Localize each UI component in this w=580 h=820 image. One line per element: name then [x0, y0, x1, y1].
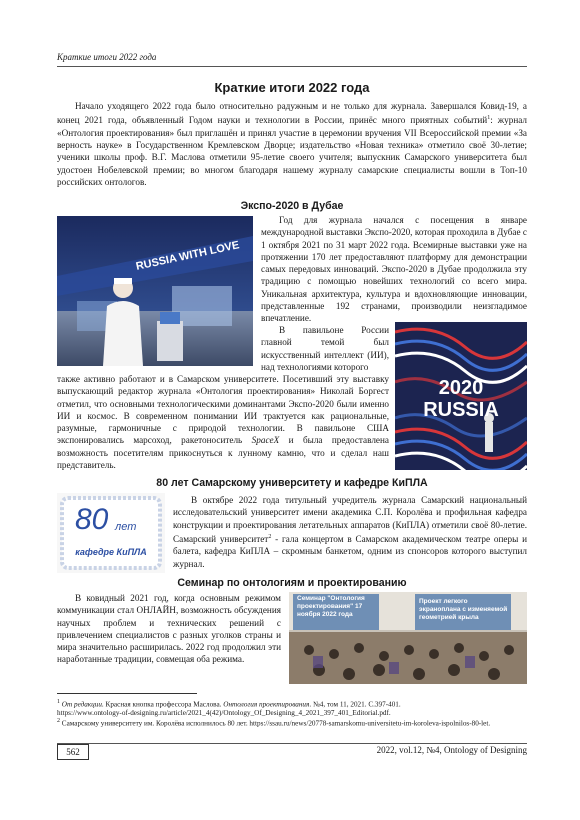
footnote-2-num: 2 [57, 718, 60, 724]
expo-heading: Экспо-2020 в Дубае [240, 200, 344, 212]
cake-caption: кафедре КиПЛА [75, 547, 147, 557]
kipla-text-b: - гала концертом в Самарском академическом театре оперы и балета, кафедра КиПЛА – скромным банкетом, одним из спонсоров которого выступил журнал. [173, 533, 527, 569]
footnote-1 [57, 698, 527, 718]
seminar-slide-right: Проект легкого экраноплана с изменяемой геометрией крыла [419, 598, 508, 621]
header-rule [57, 66, 527, 67]
footnote-ref-2: 2 [268, 533, 272, 540]
kipla-paragraph [173, 494, 527, 570]
expo-text-mid: В павильоне России главной темой был искусственный интеллект (ИИ), над технологиями которого [261, 325, 389, 372]
footnote-2-text[interactable]: Самарскому университету им. Королёва исполнилось 80 лет. https://ssau.ru/news/20778-samarskomu-universitetu-im-koroleva-ispolnilos-80-let. [61, 719, 491, 728]
seminar-slide-left: Семинар "Онтология проектирования" 17 ноября 2022 года [297, 595, 365, 618]
russia-pavilion-photo [395, 322, 527, 470]
footnote-1-journal: Онтология проектирования [223, 700, 310, 709]
expo-text-full-a: также активно работают и в Самарском университете. Посетивший эту выставку выпускающий редактор журнала «Онтология проектирования» Николай Боргест отметил, что основными технологическими доминантами Экспо-2020 были именно ИИ и космос. В современном понимании ИИ трактуется как рациональные, разумные, гармоничные с природой технологии. В павильоне США экспонировались марсоход, ракетоноситель [57, 374, 389, 446]
cake-word: лет [115, 521, 137, 533]
expo-text-end: и была предоставлена возможность посетителям прикоснуться к лунному камню, что и сделал наш представитель. [57, 435, 390, 471]
pavilion-logo-text: 2020 RUSSIA [423, 377, 499, 421]
footnote-1-text: Красная кнопка профессора Маслова. [103, 700, 224, 709]
footnote-2 [57, 717, 527, 728]
seminar-heading: Семинар по онтологиям и проектированию [177, 577, 407, 589]
expo-pavilion-photo [57, 216, 253, 366]
kipla-text-a: В октябре 2022 года титульный учредитель журнала Самарский национальный исследовательский университет имени академика С.П. Королёва и профильная кафедра конструкции и проектирования летательных аппаратов (КиПЛА) отметили своё 80-летие. Самарский университет [173, 495, 527, 544]
spacex-term: SpaceX [251, 435, 280, 446]
footnote-ref-1: 1 [487, 115, 491, 122]
footnote-1-num: 1 [57, 699, 60, 705]
article-title: Краткие итоги 2022 года [214, 80, 370, 95]
expo-text-full [57, 373, 389, 471]
page-number: 562 [57, 744, 89, 760]
intro-text-a: Начало уходящего 2022 года было относительно радужным и не только для журнала. Завершался Ковид-19, а конец 2021 года, объявленный Годом науки и технологии в России, принёс много приятных событий [57, 101, 527, 126]
intro-text-b: : журнал «Онтология проектирования» был приглашён и принял участие в церемонии вручения VII Всероссийской премии «За верность науке» в Государственном Кремлевском Дворце; издательство «Новая техника» отметило своё 30-летие; ученики школы проф. В.Г. Маслова отметили 95-летие своего учителя; выпускник Самарского университета был удостоен Нобелевской премии; во многом благодаря нашему журналу самарские специалисты вошли в Топ-10 российских онтологов. [57, 115, 528, 187]
seminar-photo [289, 592, 527, 684]
footnote-rule [57, 693, 197, 694]
running-header: Краткие итоги 2022 года [57, 52, 157, 62]
footer-rule [57, 743, 527, 744]
footnote-1-link[interactable]: https://www.ontology-of-designing.ru/article/2021_4(42)/Ontology_Of_Designing_4_2021_397_401_Editorial.pdf. [57, 709, 391, 718]
anniversary-cake-image [57, 493, 165, 573]
kipla-heading: 80 лет Самарскому университету и кафедре КиПЛА [156, 477, 428, 489]
footnote-1-editor: От редакции. [61, 700, 104, 709]
seminar-paragraph: В ковидный 2021 год, когда основным режимом коммуникации стал ОНЛАЙН, возможность обсуждения научных проблем и технических решений с привлечением специалистов с разных уголков страны и мира значительно расширилась. 2022 год продолжил эти наработанные традиции, совмещая оба режима. [57, 593, 281, 665]
journal-citation: 2022, vol.12, №4, Ontology of Designing [376, 745, 527, 755]
pavilion-sign: RUSSIA WITH LOVE [134, 239, 241, 273]
footnote-1-rest: . №4, том 11, 2021. С.397-401. [309, 700, 401, 709]
intro-paragraph [57, 100, 527, 188]
expo-text-right: Год для журнала начался с посещения в январе международной выставки Экспо-2020, которая проходила в Дубае с 1 октября 2021 по 31 март 2022 года. Всемирные выставки уже на протяжении 170 лет предоставляют платформу для демонстрации самых передовых инноваций. Экспо-2020 в Дубае продолжила эту традицию с помощью новейших технологий со всего мира. Уникальная архитектура, культура и вдохновляющие инновации, представленные 192 странами, производили неизгладимое впечатление. [261, 215, 527, 324]
cake-number: 80 [75, 503, 109, 536]
